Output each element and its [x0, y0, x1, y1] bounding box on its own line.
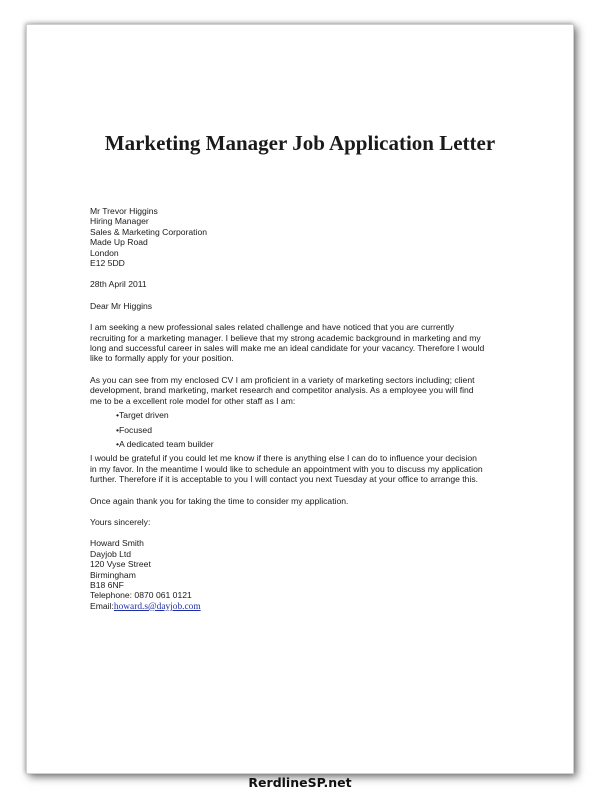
sender-line: Telephone: 0870 061 0121 — [90, 590, 192, 601]
bullet-item: •Focused — [116, 424, 152, 435]
recipient-line: Hiring Manager — [90, 216, 149, 227]
sender-line: Birmingham — [90, 569, 136, 580]
sender-line: B18 6NF — [90, 579, 124, 590]
recipient-line: Made Up Road — [90, 237, 148, 248]
paragraph-line: recruiting for a marketing manager. I believe that my strong academic background in marketing and my — [90, 332, 481, 343]
paragraph-line: like to formally apply for your position. — [90, 353, 234, 364]
closing: Yours sincerely: — [90, 516, 151, 527]
paragraph-line: I would be grateful if you could let me know if there is anything else I can do to influence your decision — [90, 453, 477, 464]
recipient-address — [90, 206, 470, 268]
recipient-line: E12 5DD — [90, 258, 125, 269]
paragraph-3 — [90, 453, 483, 485]
bullet-item: •A dedicated team builder — [116, 438, 214, 449]
watermark: RerdlineSP.net — [248, 775, 352, 790]
bullet-list — [90, 410, 470, 449]
recipient-line: Sales & Marketing Corporation — [90, 226, 208, 237]
email-row — [90, 601, 470, 612]
letter-date: 28th April 2011 — [90, 279, 147, 290]
paragraph-line: I am seeking a new professional sales related challenge and have noticed that you are currently — [90, 322, 455, 333]
letter-title: Marketing Manager Job Application Letter — [104, 131, 496, 155]
paragraph-line: me to be a excellent role model for other staff as I am: — [90, 395, 296, 406]
letter-body — [90, 206, 485, 612]
email-link[interactable]: howard.s@dayjob.com — [113, 601, 201, 612]
sender-address — [90, 538, 470, 612]
paragraph-line: long and successful career in sales will make me an ideal candidate for your vacancy. Therefore I would — [90, 343, 485, 354]
recipient-line: London — [90, 247, 119, 258]
bullet-item: •Target driven — [116, 410, 169, 421]
sender-line: 120 Vyse Street — [90, 559, 151, 570]
recipient-line: Mr Trevor Higgins — [90, 206, 158, 216]
sender-line: Dayjob Ltd — [90, 548, 132, 559]
email-label: Email: — [90, 600, 114, 611]
paragraph-1 — [90, 322, 485, 364]
paragraph-line: further. Therefore if it is acceptable to you I will contact you next Tuesday at your office to arrange this. — [90, 474, 479, 485]
paragraph-line: in my favor. In the meantime I would like to schedule an appointment with you to discuss my application — [90, 463, 483, 474]
sender-line: Howard Smith — [90, 538, 144, 549]
paragraph-4: Once again thank you for taking the time to consider my application. — [90, 495, 349, 506]
salutation: Dear Mr Higgins — [90, 300, 153, 311]
paragraph-line: development, brand marketing, market research and competitor analysis. As a employee you will find — [90, 385, 474, 396]
paragraph-line: As you can see from my enclosed CV I am proficient in a variety of marketing sectors including; client — [90, 374, 475, 385]
paragraph-2 — [90, 374, 475, 406]
